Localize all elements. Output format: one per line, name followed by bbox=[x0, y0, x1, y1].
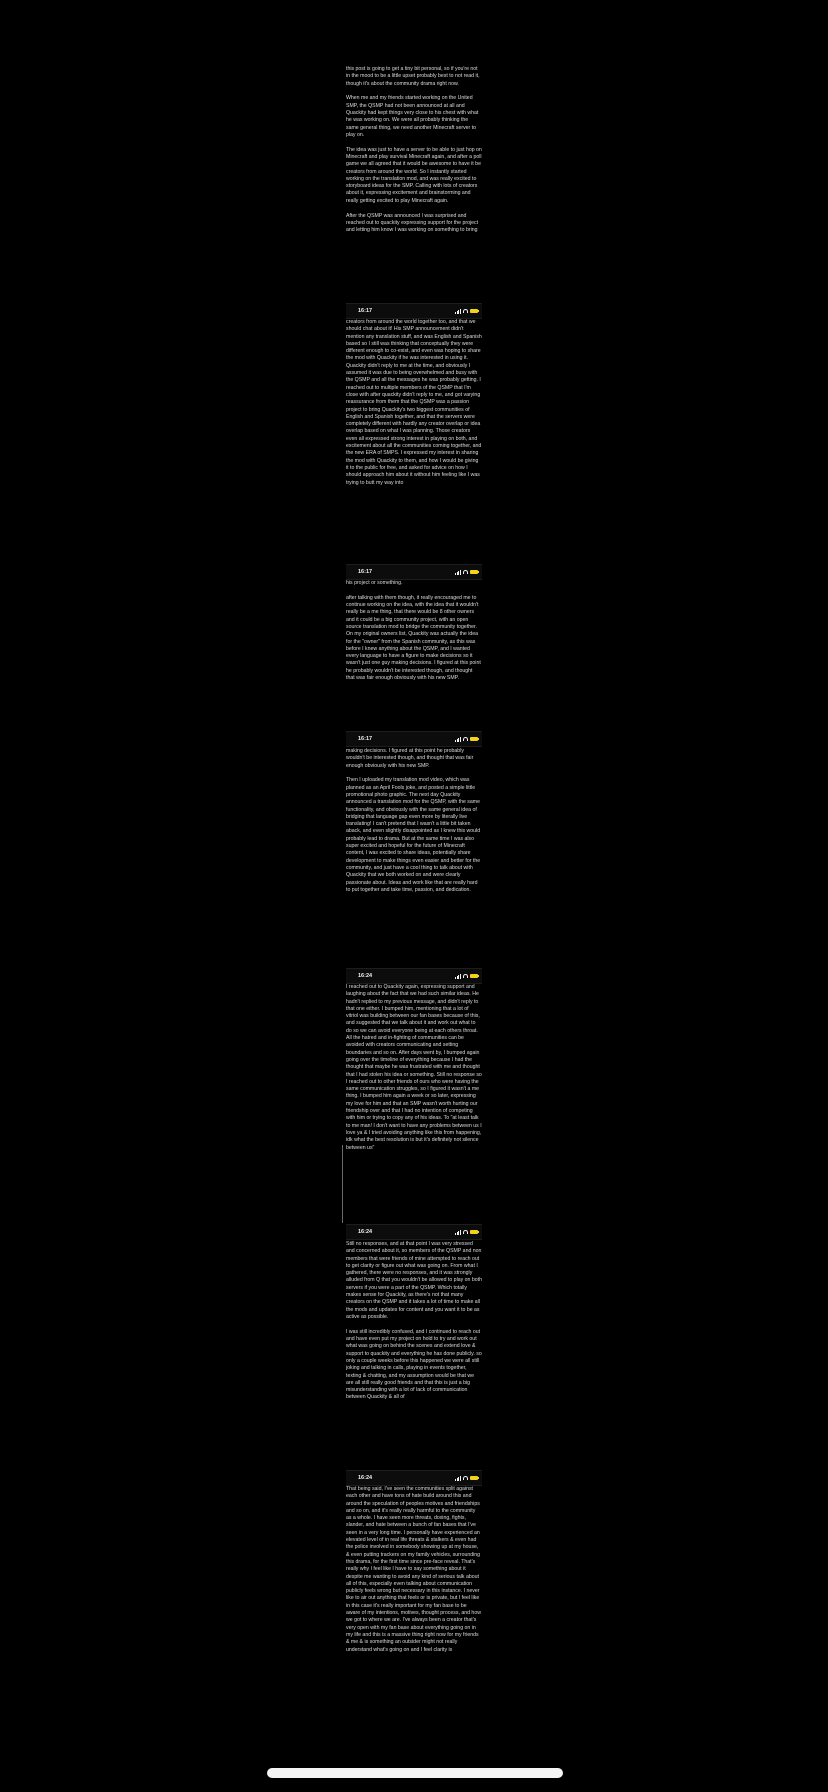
quote-bar bbox=[342, 1145, 343, 1223]
paragraph: creators from around the world together too, and that we should chat about it! His SMP announcement didn't mention any translation stuff, and was English and Spanish based so I still was thinking that conceptually they were different enough to co-exist, and even was hoping to share the mod with Quackity if he was interested in using it. Quackity didn't reply to me at the time, and obviously I assumed it was due to being overwhelmed and busy with the QSMP and all the messages he was probably getting. I reached out to multiple members of the QSMP that I'm close with after quackity didn't reply to me, and got varying reassurance from them that the QSMP was a passion project to bring Quackity's two biggest communities of English and Spanish together, and that the servers were completely different with hardly any creator overlap or idea overlap based on what I was planning. Those creators even all expressed strong interest in playing on both, and excitement about all the communities coming together, and the new ERA of SMPS. I expressed my interest in sharing the mod with Quackity to them, and how I would be giving it to the public for free, and asked for advice on how I should approach him about it without him feeling like I was trying to butt my way into bbox=[346, 319, 482, 486]
screenshot-6-text bbox=[346, 1241, 482, 1468]
wifi-icon bbox=[463, 1476, 468, 1480]
status-time: 16:17 bbox=[358, 735, 373, 742]
home-indicator[interactable] bbox=[267, 1768, 563, 1778]
cellular-signal-icon bbox=[455, 1230, 461, 1235]
cellular-signal-icon bbox=[455, 737, 461, 742]
status-bar bbox=[346, 1224, 482, 1240]
status-time: 16:17 bbox=[358, 307, 373, 314]
paragraph: making decisions. I figured at this point he probably wouldn't be interested though, and thought that was fair enough obviously with his new SMP. bbox=[346, 748, 474, 769]
status-icons bbox=[455, 308, 478, 314]
status-time: 16:24 bbox=[358, 1228, 373, 1235]
battery-icon bbox=[470, 1476, 478, 1480]
wifi-icon bbox=[463, 570, 468, 574]
status-bar bbox=[346, 1470, 482, 1486]
paragraph: When me and my friends started working on the United SMP, the QSMP had not been announced at all and Quackity had kept things very close to his chest with what he was working on. We were all probably thinking the same general thing, we need another Minecraft server to play on. bbox=[346, 95, 479, 138]
screenshot-5-text bbox=[346, 984, 482, 1227]
wifi-icon bbox=[463, 974, 468, 978]
paragraph: After the QSMP was announced I was surprised and reached out to quackity expressing support for the project and letting him know I was working on something to bring bbox=[346, 212, 479, 234]
screenshot-2-text bbox=[346, 319, 482, 560]
wifi-icon bbox=[463, 1230, 468, 1234]
status-bar bbox=[346, 564, 482, 580]
battery-icon bbox=[470, 570, 478, 574]
paragraph: Then I uploaded my translation mod video, which was planned as an April Fools joke, and posted a simple little promotional photo graphic. The next day Quackity announced a translation mod for the QSMP, with the same functionality, and obviously with the same general idea of bridging that language gap even more by literally live translating! I can't pretend that I wasn't a little bit taken aback, and even slightly disappointed as I knew this would probably lead to drama. But at the same time I was also super excited and hopeful for the future of Minecraft content, I was excited to share ideas, potentially share development to make things even easier and better for the community, and just have a cool thing to talk about with Quackity that we both worked on and were clearly passionate about. Ideas and work like that are really hard to put together and take time, passion, and dedication. bbox=[346, 777, 481, 893]
battery-icon bbox=[470, 309, 478, 313]
status-time: 16:24 bbox=[358, 972, 373, 979]
status-icons bbox=[455, 736, 478, 742]
wifi-icon bbox=[463, 737, 468, 741]
screenshot-1-text bbox=[346, 66, 482, 298]
status-time: 16:24 bbox=[358, 1474, 373, 1481]
paragraph: this post is going to get a tiny bit personal, so if you're not in the mood to be a little upset probably best to not read it, though it's about the community drama right now. bbox=[346, 66, 480, 87]
paragraph: Still no responses, and at that point I was very stressed and concerned about it, so members of the QSMP and non members that were friends of mine attempted to reach out to get clarity or figure out what was going on. From what I gathered, there were no responses, and it was strongly alluded from Q that you wouldn't be allowed to play on both servers if you were a part of the QSMP. Which totally makes sense for Quackity, as there's not that many creators on the QSMP and it takes a lot of time to make all the mods and updates for content and you want it to be as active as possible. bbox=[346, 1241, 482, 1320]
paragraph: That being said, I've seen the communities split against each other and have tons of hate build around this and around the speculation of peoples motives and friendships and so on, and it's really really harmful to the community as a whole. I have seen more threats, doxing, fights, slander, and hate between a bunch of fan bases that I've seen in a very long time. I personally have experienced an elevated level of in real life threats & stalkers & even had the police involved in somebody showing up at my house, & even putting trackers on my family vehicles, surrounding this drama, for the first time since pre-face reveal. That's really why I feel like I have to say something about it despite me wanting to avoid any kind of serious talk about all of this, especially even talking about communication publicly feels wrong but necessary in this instance. I never like to air out anything that feels or is private, but I feel like in this case it's really important for my fan base to be aware of my intentions, motives, thought process, and how we got to where we are. I've always been a creator that's very open with my fan base about everything going on in my life and this is a massive thing right now for my friends & me & is something an outsider might not really understand what's going on and I feel clarity is bbox=[346, 1486, 481, 1653]
paragraph: after talking with them though, it really encouraged me to continue working on the idea, with the idea that it wouldn't really be a me thing, that there would be 8 other owners and it could be a big community project, with an open source translation mod to bridge the community together. On my original owners list, Quackity was actually the idea for the "owner" from the Spanish community, as this was before I knew anything about the QSMP, and I wanted every language to have a figure to make decisions so it wasn't just one guy making decisions. I figured at this point he probably wouldn't be interested though, and thought that was fair enough obviously with his new SMP. bbox=[346, 594, 481, 682]
battery-icon bbox=[470, 974, 478, 978]
cellular-signal-icon bbox=[455, 1476, 461, 1481]
paragraph: I was still incredibly confused, and I continued to reach out and have even put my project on hold to try and work out what was going on behind the scenes and extend love & support to quackity and everything he has done publicly. so only a couple weeks before this happened we were all still joking and talking in calls, playing in events together, texting & chatting, and my assumption would be that we are all still really good friends and that this is just a big misunderstanding with a lot of lack of communication between Quackity & all of bbox=[346, 1328, 482, 1401]
status-icons bbox=[455, 569, 478, 575]
status-bar bbox=[346, 731, 482, 747]
paragraph: The idea was just to have a server to be able to just hop on Minecraft and play survival Minecraft again, and after a poll game we all agreed that it would be awesome to have it be creators from around the world. So I instantly started working on the translation mod, and was really excited to storyboard ideas for the SMP. Calling with lots of creators about it, expressing excitement and brainstorming and really getting excited to play Minecraft again. bbox=[346, 146, 482, 204]
status-bar bbox=[346, 968, 482, 984]
battery-icon bbox=[470, 1230, 478, 1234]
screenshot-3-text bbox=[346, 580, 482, 732]
cellular-signal-icon bbox=[455, 309, 461, 314]
status-icons bbox=[455, 1229, 478, 1235]
status-time: 16:17 bbox=[358, 568, 373, 575]
battery-icon bbox=[470, 737, 478, 741]
cellular-signal-icon bbox=[455, 570, 461, 575]
cellular-signal-icon bbox=[455, 974, 461, 979]
paragraph: his project or something. bbox=[346, 580, 403, 586]
screenshot-4-text bbox=[346, 748, 482, 968]
paragraph: I reached out to Quackity again, expressing support and laughing about the fact that we had such similar ideas. He hadn't replied to my previous message, and didn't reply to that one either. I bumped him, mentioning that a lot of vitriol was building between our fan bases because of this, and suggested that we talk about it and work out what to do so we can avoid everyone being at each others throat. All the hatred and in-fighting of communities can be avoided with creators communicating and setting boundaries and so on. After days went by, I bumped again going over the timeline of everything because I had the thought that maybe he was frustrated with me and thought that I had stolen his idea or something. Still no response so I reached out to other friends of ours who were having the same communication struggles, so I figured it wasn't a me thing. I bumped him again a week or so later, expressing my love for him and that an SMP wasn't worth hurting our friendship over and that I had no intention of competing with him or trying to copy any of his ideas. To "at least talk to me man! I don't want to have any problems between us I love ya & I tried avoiding anything like this from happening, idk what the best resolution is but it's definitely not silence between us" bbox=[346, 984, 482, 1151]
status-icons bbox=[455, 1475, 478, 1481]
wifi-icon bbox=[463, 309, 468, 313]
status-icons bbox=[455, 973, 478, 979]
status-bar bbox=[346, 303, 482, 319]
screenshot-7-text bbox=[346, 1486, 482, 1730]
